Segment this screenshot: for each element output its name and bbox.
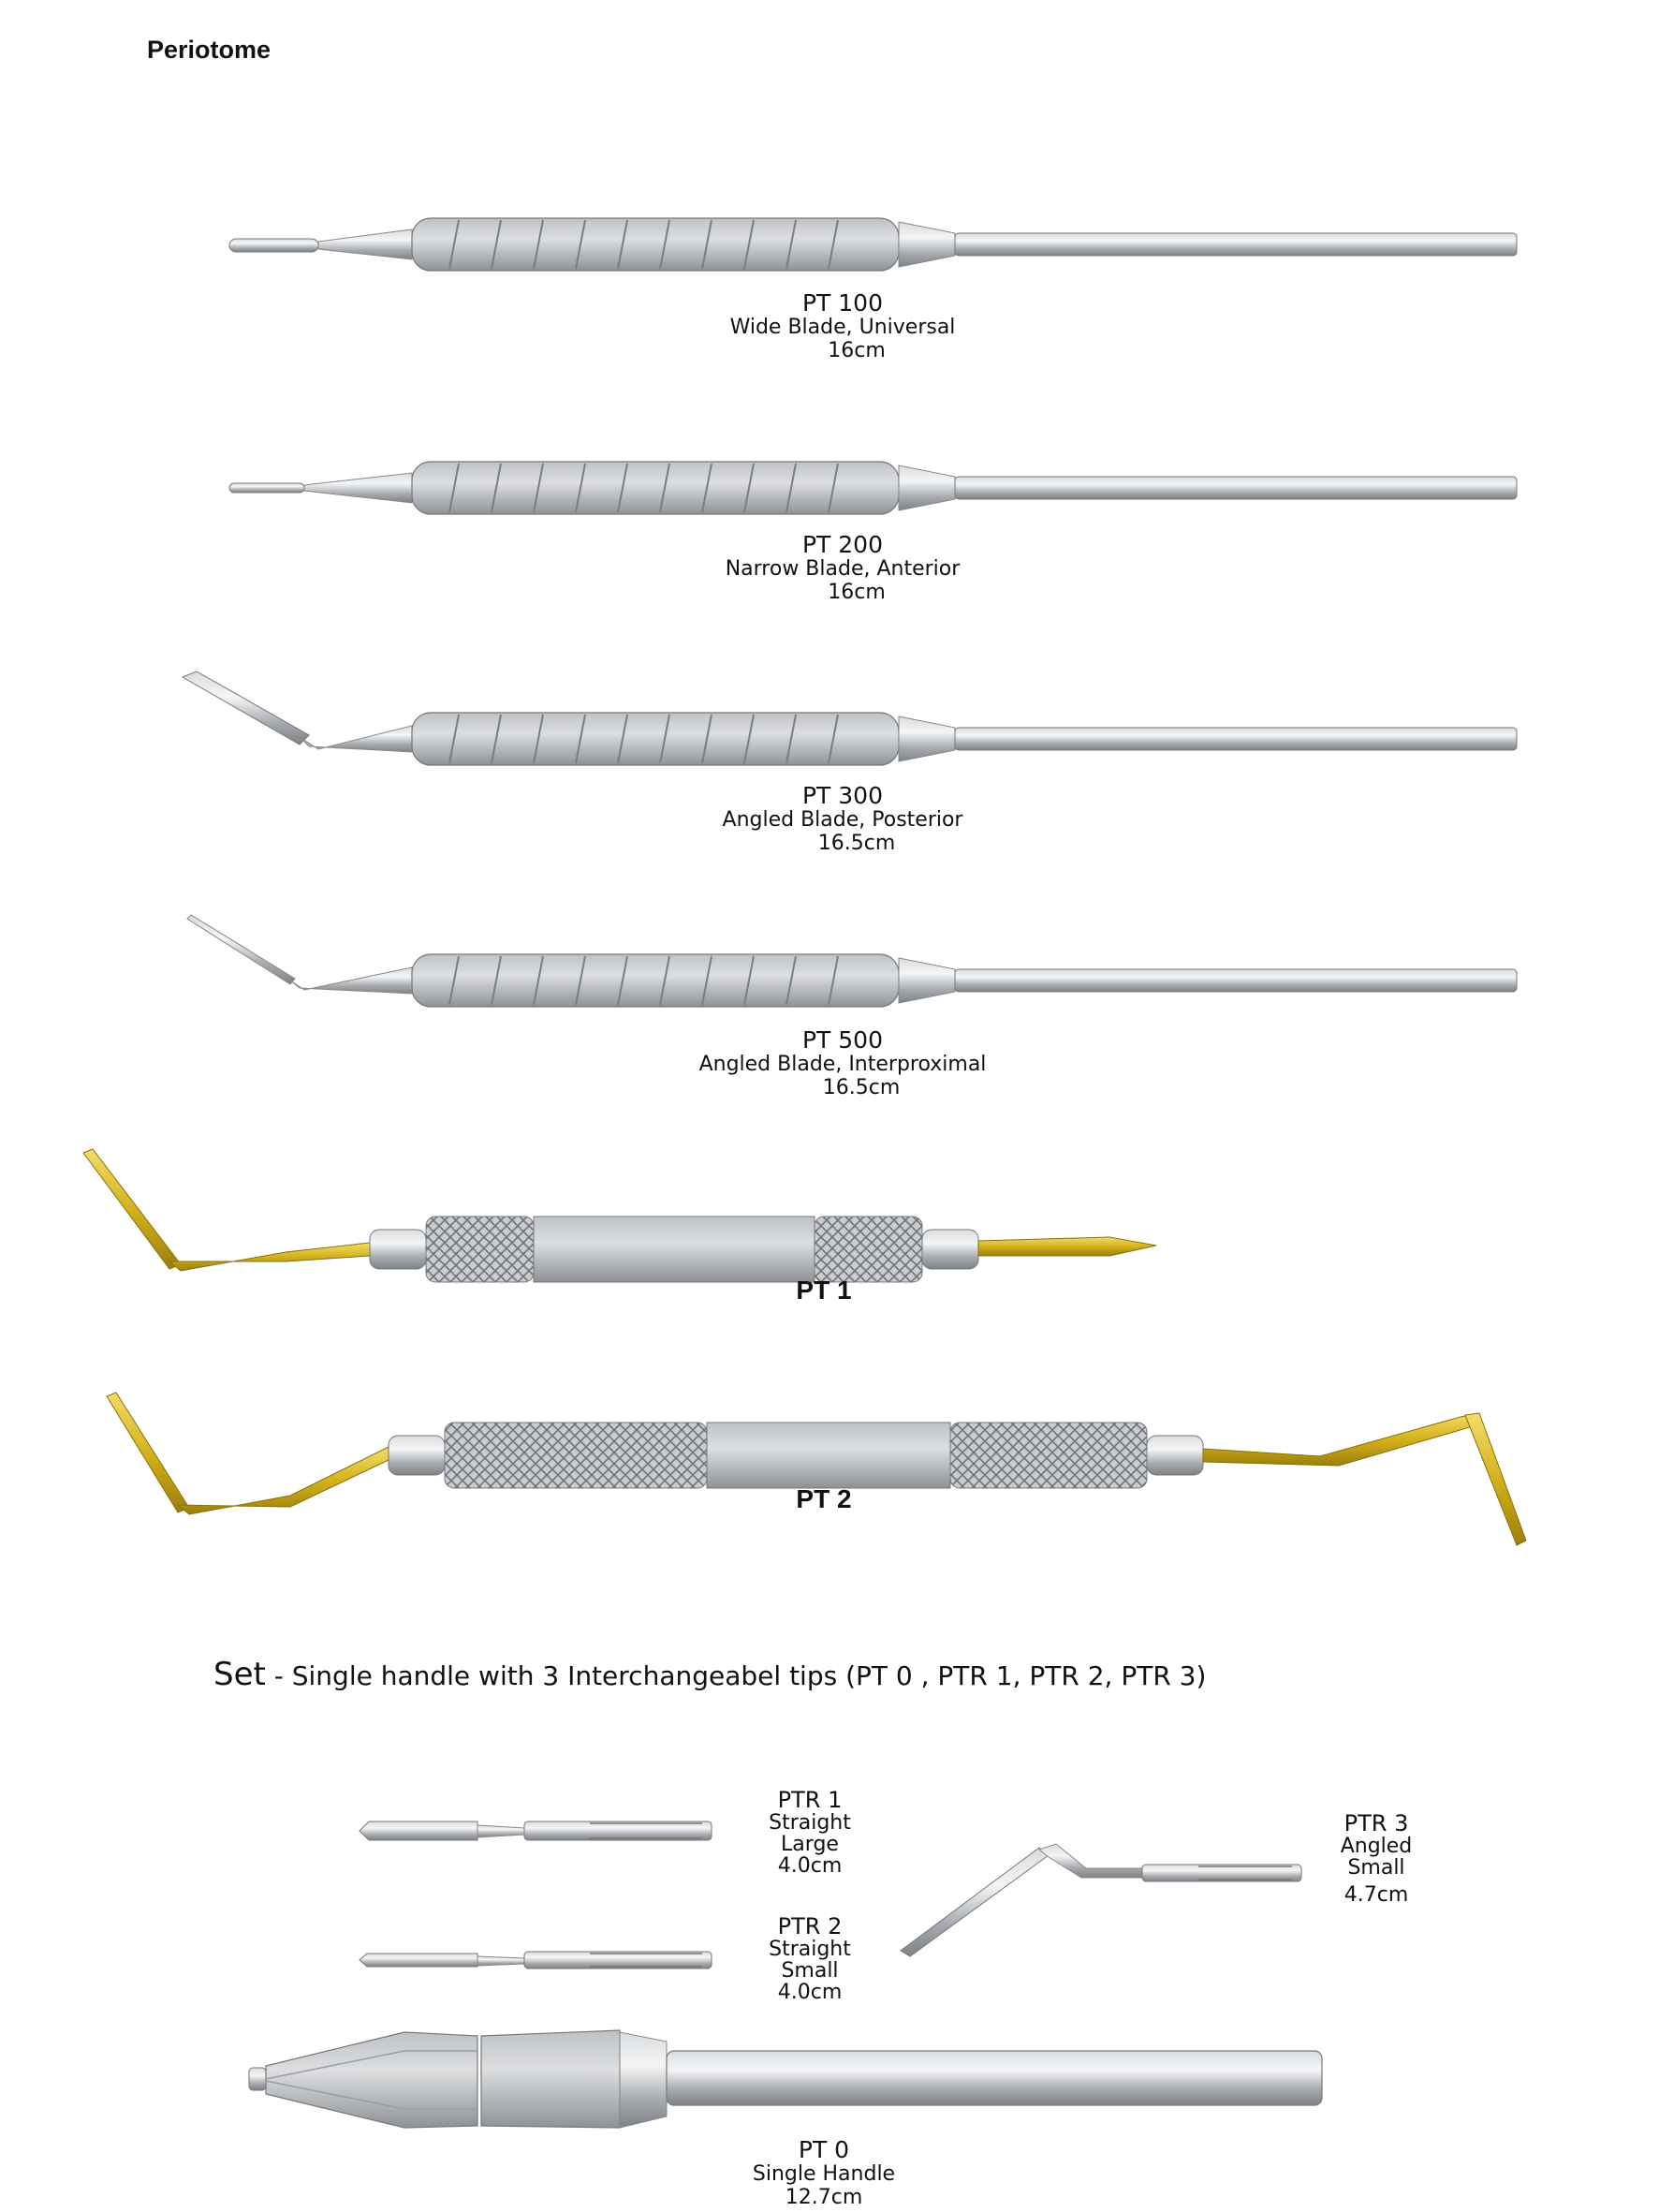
instrument-code: PT 1 <box>796 1276 852 1305</box>
tip-code: PTR 1 <box>777 1787 843 1813</box>
tip-line: Straight <box>769 1938 851 1962</box>
tip-line: Small <box>781 1959 839 1983</box>
instrument-pt2-caption <box>730 1484 918 1513</box>
page-title: Periotome <box>147 36 272 64</box>
tip-ptr3-image <box>899 1831 1311 1962</box>
tip-line: Angled <box>1340 1835 1413 1859</box>
instrument-pt300-image <box>178 670 1526 773</box>
instrument-code: PT 500 <box>801 1026 883 1054</box>
tip-ptr2-caption <box>740 1915 880 2003</box>
tip-code: PTR 3 <box>1343 1810 1409 1836</box>
instrument-code: PT 100 <box>801 289 883 317</box>
instrument-description: Angled Blade, Posterior <box>722 808 963 832</box>
tip-line: 4.0cm <box>777 1981 843 2005</box>
handle-pt0-caption <box>655 2137 992 2209</box>
instrument-length: 16.5cm <box>822 1075 901 1099</box>
instrument-pt300-caption <box>655 783 1030 855</box>
instrument-length: 16cm <box>828 338 886 362</box>
instrument-length: 16cm <box>828 580 886 604</box>
set-heading <box>213 1656 1206 1693</box>
handle-code: PT 0 <box>798 2136 850 2163</box>
tip-ptr1-caption <box>740 1789 880 1877</box>
handle-length: 12.7cm <box>785 2185 863 2209</box>
tip-line: Large <box>781 1833 839 1857</box>
tip-ptr3-caption <box>1311 1812 1442 1906</box>
instrument-pt500-image <box>183 913 1531 1016</box>
instrument-pt100-caption <box>655 290 1030 362</box>
instrument-code: PT 200 <box>801 531 883 558</box>
tip-line: Straight <box>769 1811 851 1836</box>
instrument-pt500-caption <box>646 1027 1039 1099</box>
instrument-pt200-caption <box>655 532 1030 604</box>
tip-line: 4.0cm <box>777 1854 843 1879</box>
set-description: - Single handle with 3 Interchangeabel tips (PT 0 , PTR 1, PTR 2, PTR 3) <box>265 1660 1207 1691</box>
tip-ptr2-image <box>356 1943 721 1977</box>
instrument-pt100-image <box>225 211 1526 276</box>
instrument-description: Narrow Blade, Anterior <box>725 557 961 581</box>
instrument-code: PT 2 <box>796 1484 852 1513</box>
instrument-description: Angled Blade, Interproximal <box>698 1053 987 1076</box>
instrument-pt1-caption <box>730 1276 918 1305</box>
instrument-code: PT 300 <box>801 782 883 809</box>
tip-ptr1-image <box>356 1812 721 1850</box>
tip-line: 4.7cm <box>1343 1883 1409 1908</box>
set-label: Set <box>213 1656 266 1693</box>
handle-description: Single Handle <box>752 2162 896 2186</box>
handle-pt0-image <box>245 2023 1331 2135</box>
tip-line: Small <box>1347 1856 1405 1880</box>
instrument-pt200-image <box>225 454 1526 520</box>
instrument-description: Wide Blade, Universal <box>729 316 956 339</box>
tip-code: PTR 2 <box>777 1913 843 1939</box>
instrument-pt2-image <box>103 1391 1601 1550</box>
instrument-length: 16.5cm <box>817 831 896 855</box>
instrument-pt1-image <box>80 1147 1634 1288</box>
